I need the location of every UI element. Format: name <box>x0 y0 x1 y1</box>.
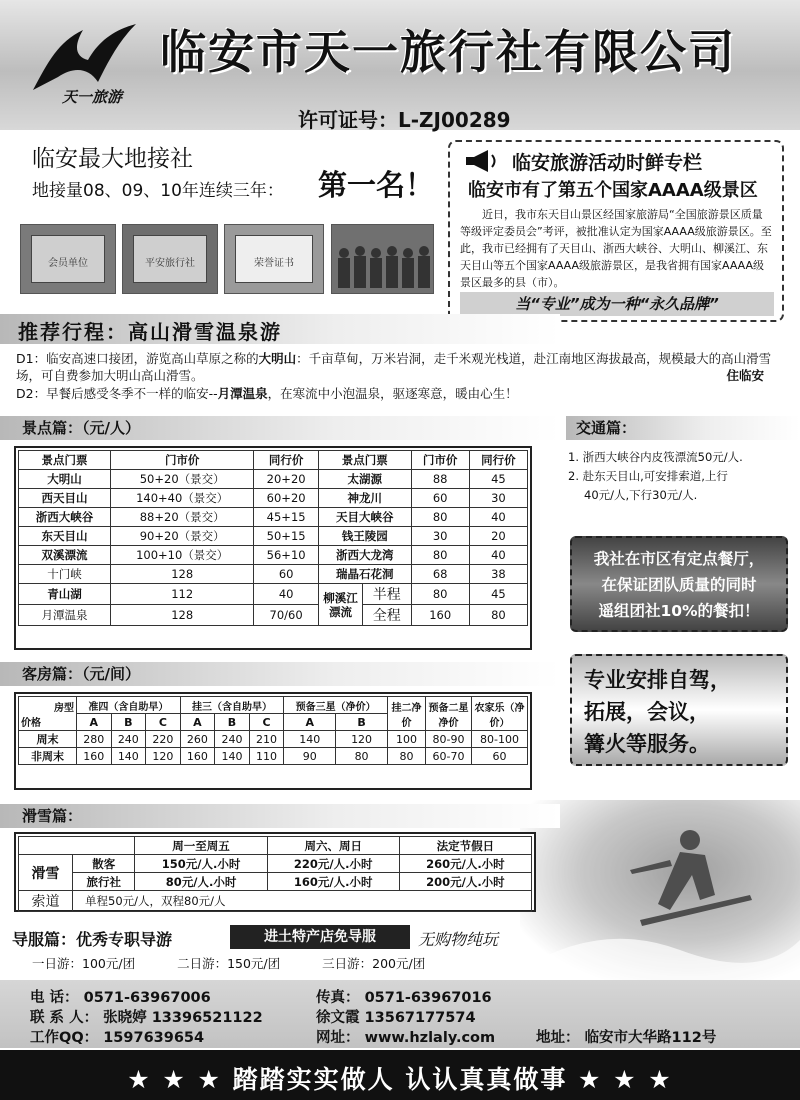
person-label: 联 系 人： <box>30 1010 99 1026</box>
table-cell: 140 <box>215 748 250 765</box>
table-cell: 钱王陵园 <box>318 527 411 546</box>
table-cell: 45 <box>469 584 527 605</box>
table-cell: 60 <box>472 748 528 765</box>
people-icon <box>332 225 434 294</box>
table-cell: 80 <box>411 508 469 527</box>
promo-line: 遥组团社10%的餐扣！ <box>598 602 760 620</box>
itinerary-title: 推荐行程：高山滑雪温泉游 <box>18 320 282 344</box>
table-cell: 月潭温泉 <box>19 605 111 626</box>
table-subheader: C <box>249 714 284 731</box>
table-cell: 80 <box>336 748 388 765</box>
table-cell: 非周末 <box>19 748 77 765</box>
table-cell: 128 <box>111 605 254 626</box>
table-cell: 160 <box>180 748 215 765</box>
attractions-title: 景点篇：（元/人） <box>22 419 140 437</box>
intro-line: 地接量08、09、10年连续三年： <box>32 181 284 201</box>
guide-price: 二日游：150元/团 <box>177 956 281 971</box>
group-photo <box>331 224 434 294</box>
table-header-row <box>19 697 528 714</box>
list-item: 1. 浙西大峡谷内皮筏漂流50元/人. <box>568 450 743 464</box>
skier-photo <box>520 800 800 980</box>
table-cell: 220 <box>146 731 181 748</box>
table-header: 周六、周日 <box>267 837 399 855</box>
table-row <box>19 546 528 565</box>
table-cell: 80 <box>411 546 469 565</box>
table-cell: 60+20 <box>254 489 319 508</box>
day2-pre: 早餐后感受冬季不一样的临安-- <box>46 386 218 401</box>
ski-title: 滑雪篇： <box>22 807 83 825</box>
day2-post: ，在寒流中小泡温泉，驱逐寒意，暖由心生！ <box>267 386 518 401</box>
logo-bird-icon <box>28 22 138 92</box>
table-header: 法定节假日 <box>399 837 531 855</box>
rooms-table <box>14 692 532 790</box>
table-cell: 浙西大峡谷 <box>19 508 111 527</box>
phone-value[interactable]: 0571-63967006 <box>83 990 211 1006</box>
contact-person2[interactable]: 徐文霞 13567177574 <box>316 1010 476 1026</box>
table-row <box>19 891 532 912</box>
table-header: 周一至周五 <box>135 837 267 855</box>
table-cell: 240 <box>111 731 146 748</box>
rooms-title: 客房篇：（元/间） <box>22 665 140 683</box>
table-cell: 210 <box>249 731 284 748</box>
table-cell: 40 <box>254 584 319 605</box>
guide-tag: 进土特产店免导服 <box>230 925 410 949</box>
table-cell: 140 <box>111 748 146 765</box>
megaphone-icon <box>464 148 500 174</box>
table-subheader: B <box>215 714 250 731</box>
ski-bar <box>0 804 560 828</box>
promo-line: 我社在市区有定点餐厅， <box>593 550 765 568</box>
itinerary-text <box>16 350 786 403</box>
guide-noshop: 无购物纯玩 <box>418 930 499 949</box>
table-subheader: A <box>180 714 215 731</box>
address-row <box>536 1026 716 1047</box>
table-cell: 青山湖 <box>19 584 111 605</box>
table-cell: 280 <box>77 731 112 748</box>
table-cell: 100 <box>388 731 426 748</box>
table-subheader: C <box>146 714 181 731</box>
table-row <box>19 873 532 891</box>
table-cell: 全程 <box>362 605 411 626</box>
table-cell: 30 <box>411 527 469 546</box>
table-cell: 滑雪 <box>19 855 73 891</box>
honor-caption: 荣誉证书 <box>254 258 294 269</box>
table-header: 同行价 <box>469 451 527 470</box>
company-name: 临安市天一旅行社有限公司 <box>160 25 736 79</box>
day2-highlight: 月潭温泉 <box>217 386 268 401</box>
table-row <box>19 855 532 873</box>
table-row <box>19 748 528 765</box>
table-cell: 单程50元/人，双程80元/人 <box>73 891 532 912</box>
table-cell: 88+20（景交） <box>111 508 254 527</box>
table-cell: 70/60 <box>254 605 319 626</box>
promo-line: 篝火等服务。 <box>584 732 710 756</box>
table-row <box>19 731 528 748</box>
table-header: 挂二净价 <box>388 697 426 731</box>
attractions-table <box>14 446 532 650</box>
table-header: 预备三星（净价） <box>284 697 388 714</box>
day1-pre: 临安高速口接团，游览高山草原之称的 <box>46 351 259 366</box>
phone-row <box>30 986 211 1007</box>
certificate-photo <box>20 224 116 294</box>
table-row <box>19 565 528 584</box>
table-cell: 160元/人.小时 <box>267 873 399 891</box>
guide-price: 三日游：200元/团 <box>322 956 426 971</box>
intro-title: 临安最大地接社 <box>32 146 193 172</box>
website-row <box>316 1026 495 1047</box>
table-header-row <box>19 837 532 855</box>
promo-line: 拓展，会议， <box>584 700 710 724</box>
table-cell: 120 <box>146 748 181 765</box>
table-header: 门市价 <box>111 451 254 470</box>
table-row <box>19 584 528 605</box>
table-cell: 30 <box>469 489 527 508</box>
day1-label: D1： <box>16 351 47 366</box>
table-cell: 20 <box>469 527 527 546</box>
table-header: 准四（含自助早） <box>77 697 181 714</box>
news-body: 近日，我市东天目山景区经国家旅游局“全国旅游景区质量等级评定委员会”考评，被批准认定为国家AAAA级旅游景区。至此，我市已经拥有了天目山、浙西大峡谷、大明山、柳溪江、东天目山等五个国家AAAA级旅游景区，是我省拥有国家AAAA级景区最多的县（市）。 <box>460 208 772 289</box>
table-cell: 大明山 <box>19 470 111 489</box>
promo-line: 在保证团队质量的同时 <box>601 576 757 594</box>
table-cell: 周末 <box>19 731 77 748</box>
table-cell: 160 <box>77 748 112 765</box>
table-header: 门市价 <box>411 451 469 470</box>
table-corner <box>19 697 77 731</box>
corner-top: 房型 <box>54 702 74 714</box>
table-cell: 240 <box>215 731 250 748</box>
table-row <box>19 527 528 546</box>
table-cell: 40 <box>469 508 527 527</box>
table-cell: 太湖源 <box>318 470 411 489</box>
footer-slogan: ★ ★ ★ 踏踏实实做人 认认真真做事 ★ ★ ★ <box>127 1065 673 1094</box>
day2-label: D2： <box>16 386 47 401</box>
certificate-caption: 会员单位 <box>48 258 88 269</box>
table-subheader: A <box>284 714 336 731</box>
list-item: 40元/人,下行30元/人. <box>584 488 698 502</box>
transport-list <box>568 448 790 505</box>
news-subtitle: 临安市有了第五个国家AAAA级景区 <box>468 180 758 201</box>
phone-label: 电 话： <box>30 990 79 1006</box>
table-cell: 柳溪江漂流 <box>318 584 362 626</box>
fax-value: 0571-63967016 <box>364 990 492 1006</box>
table-cell: 40 <box>469 546 527 565</box>
table-cell: 68 <box>411 565 469 584</box>
website-label: 网址： <box>316 1030 360 1046</box>
table-subheader: B <box>111 714 146 731</box>
table-cell: 200元/人.小时 <box>399 873 531 891</box>
intro-first-place: 第一名！ <box>318 168 435 202</box>
plaque-photo <box>122 224 218 294</box>
table-row <box>19 470 528 489</box>
day1-highlight: 大明山 <box>258 351 297 366</box>
table-cell: 88 <box>411 470 469 489</box>
guide-title: 导服篇：优秀专职导游 <box>12 930 173 949</box>
table-corner <box>19 837 135 855</box>
table-cell: 80 <box>469 605 527 626</box>
logo-text: 天一旅游 <box>62 88 123 106</box>
table-cell: 220元/人.小时 <box>267 855 399 873</box>
table-header: 景点门票 <box>318 451 411 470</box>
table-header: 同行价 <box>254 451 319 470</box>
guide-prices <box>32 954 463 972</box>
table-cell: 56+10 <box>254 546 319 565</box>
services-promo <box>570 654 788 766</box>
itinerary-day1 <box>16 350 786 384</box>
table-cell: 260元/人.小时 <box>399 855 531 873</box>
table-cell: 260 <box>180 731 215 748</box>
table-cell: 双溪漂流 <box>19 546 111 565</box>
table-cell: 80 <box>388 748 426 765</box>
qq-value[interactable]: 1597639654 <box>103 1030 205 1046</box>
restaurant-promo <box>570 536 788 632</box>
table-cell: 128 <box>111 565 254 584</box>
table-cell: 东天目山 <box>19 527 111 546</box>
table-cell: 散客 <box>73 855 135 873</box>
contact-person-row <box>30 1006 263 1027</box>
table-cell: 100+10（景交） <box>111 546 254 565</box>
table-cell: 38 <box>469 565 527 584</box>
promo-line: 专业安排自驾， <box>584 668 731 692</box>
table-header: 预备二星净价 <box>426 697 472 731</box>
table-cell: 90+20（景交） <box>111 527 254 546</box>
itinerary-day2 <box>16 385 786 402</box>
table-row <box>19 605 528 626</box>
table-cell: 120 <box>336 731 388 748</box>
table-cell: 十门峡 <box>19 565 111 584</box>
table-header-row <box>19 451 528 470</box>
table-cell: 110 <box>249 748 284 765</box>
qq-label: 工作QQ： <box>30 1030 99 1046</box>
table-header: 农家乐（净价） <box>472 697 528 731</box>
table-cell: 60-70 <box>426 748 472 765</box>
day1-stay: 住临安 <box>726 368 764 383</box>
table-cell: 半程 <box>362 584 411 605</box>
contact-section <box>0 980 800 1048</box>
fax-row <box>316 986 492 1007</box>
table-cell: 112 <box>111 584 254 605</box>
table-cell: 140 <box>284 731 336 748</box>
table-header: 景点门票 <box>19 451 111 470</box>
website-link[interactable]: www.hzlaly.com <box>364 1030 496 1046</box>
person-1[interactable]: 张晓婷 13396521122 <box>103 1010 263 1026</box>
table-cell: 45+15 <box>254 508 319 527</box>
table-cell: 20+20 <box>254 470 319 489</box>
table-cell: 浙西大龙湾 <box>318 546 411 565</box>
table-cell: 150元/人.小时 <box>135 855 267 873</box>
table-cell: 80元/人.小时 <box>135 873 267 891</box>
table-cell: 神龙川 <box>318 489 411 508</box>
table-cell: 160 <box>411 605 469 626</box>
table-cell: 80-90 <box>426 731 472 748</box>
skier-icon <box>520 800 800 980</box>
news-slogan: 当“专业”成为一种“永久品牌” <box>460 292 774 316</box>
day1-post: ：千亩草甸，万米岩洞，走千米观光栈道，赴江南地区海拔最高，规模最大的高山滑雪场，可自费参加大明山高山滑雪。 <box>16 351 772 383</box>
table-cell: 瑞晶石花洞 <box>318 565 411 584</box>
table-cell: 西天目山 <box>19 489 111 508</box>
table-cell: 50+20（景交） <box>111 470 254 489</box>
table-cell: 140+40（景交） <box>111 489 254 508</box>
transport-title: 交通篇： <box>576 419 637 437</box>
table-cell: 90 <box>284 748 336 765</box>
address-value: 临安市大华路112号 <box>584 1030 717 1046</box>
table-cell: 80-100 <box>472 731 528 748</box>
table-header: 挂三（含自助早） <box>180 697 284 714</box>
table-cell: 60 <box>411 489 469 508</box>
plaque-caption: 平安旅行社 <box>145 258 195 269</box>
address-label: 地址： <box>536 1030 580 1046</box>
table-cell: 旅行社 <box>73 873 135 891</box>
table-cell: 索道 <box>19 891 73 912</box>
table-cell: 50+15 <box>254 527 319 546</box>
table-cell: 天目大峡谷 <box>318 508 411 527</box>
qq-row <box>30 1026 204 1047</box>
license-number: 许可证号：L-ZJ00289 <box>298 108 511 132</box>
table-cell: 80 <box>411 584 469 605</box>
guide-price: 一日游：100元/团 <box>32 956 136 971</box>
fax-label: 传真： <box>316 990 360 1006</box>
table-cell: 45 <box>469 470 527 489</box>
corner-bottom: 价格 <box>21 717 41 729</box>
news-box <box>448 140 784 322</box>
table-row <box>19 508 528 527</box>
footer-banner <box>0 1050 800 1100</box>
ski-table <box>14 832 536 912</box>
list-item: 2. 赴东天目山,可安排索道,上行 <box>568 469 728 483</box>
honor-certificate-photo <box>224 224 324 294</box>
table-subheader: A <box>77 714 112 731</box>
table-cell: 60 <box>254 565 319 584</box>
news-title: 临安旅游活动时鲜专栏 <box>512 152 703 174</box>
table-subheader: B <box>336 714 388 731</box>
table-row <box>19 489 528 508</box>
